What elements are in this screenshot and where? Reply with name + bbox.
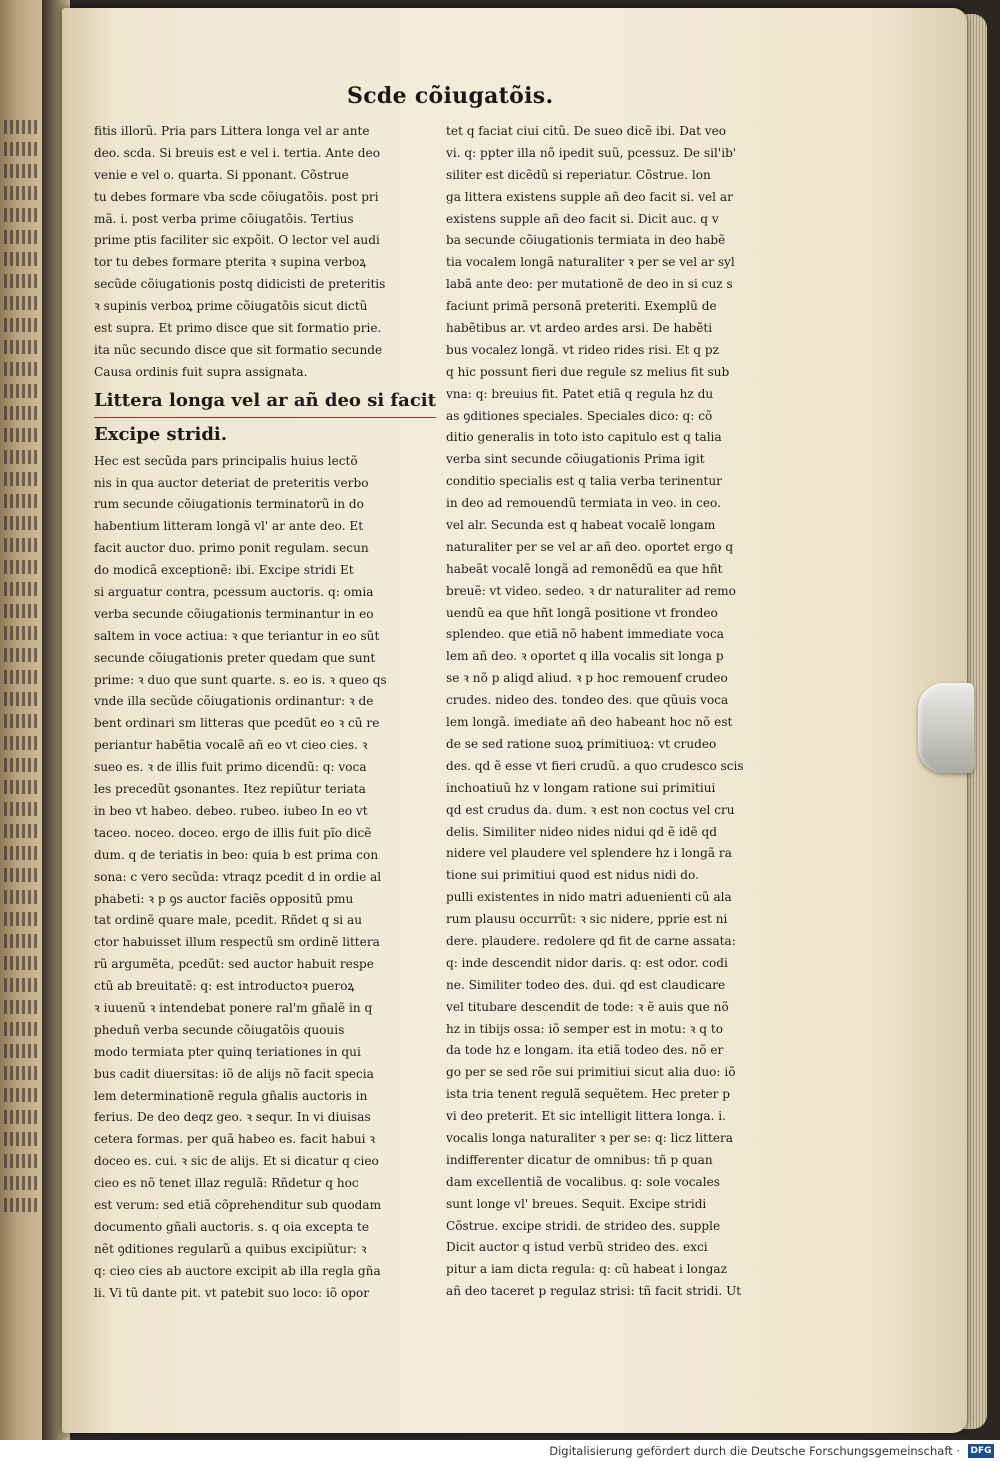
text-line: cetera formas. per quã habeo es. facit habui ꝛ	[94, 1132, 376, 1147]
text-line: modo termiata pter quinq teriationes in qui	[94, 1044, 361, 1059]
text-line: pitur a iam dicta regula: q: cũ habeat i longaz	[446, 1262, 727, 1277]
facing-page-text-trace	[4, 582, 38, 596]
facing-page-text-trace	[4, 1198, 38, 1212]
facing-page-text-trace	[4, 362, 38, 376]
text-line: da tode hz e longam. ita etiã todeo des. nõ er	[446, 1043, 724, 1058]
facing-page-text-trace	[4, 252, 38, 266]
text-line: Causa ordinis fuit supra assignata.	[94, 364, 308, 379]
facing-page-text-trace	[4, 802, 38, 816]
text-line: nidere vel plaudere vel splendere hz i longã ra	[446, 846, 732, 861]
text-line: ditio generalis in toto isto capitulo est q talia	[446, 430, 722, 445]
facing-page-text-trace	[4, 1176, 38, 1190]
text-line: taceo. noceo. doceo. ergo de illis fuit pĩo dicẽ	[94, 825, 372, 840]
text-line: prime: ꝛ duo que sunt quarte. s. eo is. ꝛ queo qs	[94, 672, 387, 687]
facing-page-text-trace	[4, 692, 38, 706]
facing-page-text-trace	[4, 318, 38, 332]
text-line: sona: c vero secũda: vtraqz pcedit d in ordie al	[94, 869, 382, 884]
text-line: dum. q de teriatis in beo: quia b est prima con	[94, 847, 379, 862]
text-line: pheduñ verba secunde cõiugatõis quouis	[94, 1022, 345, 1037]
running-head: Scde cõiugatõis.	[347, 83, 554, 109]
text-line: naturaliter per se vel ar añ deo. oportet ergo q	[446, 539, 734, 554]
facing-page-text-trace	[4, 406, 38, 420]
facing-page-text-trace	[4, 230, 38, 244]
facing-page-text-trace	[4, 1132, 38, 1146]
text-line: ctor habuisset illum respectũ sm ordinẽ littera	[94, 935, 380, 950]
text-line: uendũ ea que hñt longã positione vt frondeo	[446, 605, 718, 620]
text-line: delis. Similiter nideo nides nidui qd ẽ idẽ qd	[446, 824, 718, 839]
text-line: q: cieo cies ab auctore excipit ab illa regla gña	[94, 1263, 381, 1278]
facing-page-text-trace	[4, 164, 38, 178]
text-line: lem longã. imediate añ deo habeant hoc nõ est	[446, 715, 733, 730]
facing-page-text-trace	[4, 1110, 38, 1124]
facing-page-text-trace	[4, 340, 38, 354]
text-line: rũ argumẽta, pcedũt: sed auctor habuit respe	[94, 957, 374, 972]
text-line: sueo es. ꝛ de illis fuit primo dicendũ: q: voca	[94, 760, 367, 775]
text-line: hz in tibijs ossa: iõ semper est in motu: ꝛ q to	[446, 1021, 724, 1036]
text-line: mã. i. post verba prime cõiugatõis. Tertius	[94, 211, 354, 226]
text-line: li. Vi tũ dante pit. vt patebit suo loco: iõ opor	[94, 1285, 370, 1300]
text-line: crudes. nideo des. tondeo des. que qũuis voca	[446, 693, 729, 708]
text-line: qd est crudus da. dum. ꝛ est non coctus vel cru	[446, 802, 735, 817]
text-line: vel alr. Secunda est q habeat vocalẽ longam	[446, 518, 716, 533]
text-line: go per se sed rõe sui primitiui sicut alia duo: iõ	[446, 1065, 736, 1080]
text-line: labã ante deo: per mutationẽ de deo in si cuz s	[446, 277, 733, 292]
facing-page-text-trace	[4, 450, 38, 464]
text-line: de se sed ratione suoꝝ primitiuoꝝ: vt crudeo	[446, 736, 717, 751]
text-line: tia vocalem longã naturaliter ꝛ per se vel ar syl	[446, 255, 735, 270]
facing-page-text-trace	[4, 494, 38, 508]
facing-page-text-trace	[4, 1154, 38, 1168]
text-line: doceo es. cui. ꝛ sic de alijs. Et si dicatur q cieo	[94, 1154, 379, 1169]
facing-page-text-trace	[4, 428, 38, 442]
text-line: est verum: sed etiã cõprehenditur sub quodam	[94, 1197, 382, 1212]
text-line: verba secunde cõiugationis terminantur in eo	[94, 606, 374, 621]
facing-page-text-trace	[4, 1044, 38, 1058]
text-line: cieo es nõ tenet illaz regulã: Rñdetur q hoc	[94, 1176, 359, 1191]
text-line: vi. q: ppter illa nõ ipedit suũ, pcessuz. De sil'ib'	[446, 145, 737, 160]
text-line: sunt longe vl' breues. Sequit. Excipe stridi	[446, 1196, 707, 1211]
text-line: phabeti: ꝛ p ꝯs auctor faciẽs oppositũ pmu	[94, 891, 354, 906]
text-line: nis in qua auctor deteriat de preteritis verbo	[94, 475, 369, 490]
text-line: ne. Similiter todeo des. dui. qd est claudicare	[446, 977, 726, 992]
facing-page-text-trace	[4, 472, 38, 486]
text-line: est supra. Et primo disce que sit formatio prie.	[94, 321, 382, 336]
text-line: des. qd ẽ esse vt fieri crudũ. a quo crudesco scis	[446, 758, 744, 773]
text-line: do modicã exceptionẽ: ibi. Excipe stridi Et	[94, 563, 354, 578]
footer-credit: Digitalisierung gefördert durch die Deutsche Forschungsgemeinschaft ·	[549, 1444, 960, 1458]
text-line: tor tu debes formare pterita ꝛ supina verboꝝ	[94, 255, 367, 270]
text-line: tione sui primitiui quod est nidus nidi do.	[446, 868, 699, 883]
text-line: ꝛ supinis verboꝝ prime cõiugatõis sicut dictũ	[94, 299, 368, 314]
facing-page-text-trace	[4, 1088, 38, 1102]
facing-page-text-trace	[4, 714, 38, 728]
facing-page-text-trace	[4, 868, 38, 882]
text-line: Dicit auctor q istud verbũ strideo des. exci	[446, 1240, 708, 1255]
text-line: siliter est dicẽdũ si reperiatur. Cõstrue. lon	[446, 167, 711, 182]
facing-page-text-trace	[4, 186, 38, 200]
text-line: lem determinationẽ regula gñalis auctoris in	[94, 1088, 368, 1103]
facing-page-text-trace	[4, 1066, 38, 1080]
text-line: fitis illorũ. Pria pars Littera longa vel ar ante	[94, 124, 370, 138]
text-line: periantur habẽtia vocalẽ añ eo vt cieo cies. ꝛ	[94, 738, 368, 753]
text-line: inchoatiuũ hz v longam ratione sui primitiui	[446, 780, 716, 795]
facing-page-text-trace	[4, 780, 38, 794]
text-line: prime ptis faciliter sic expõit. O lector vel audi	[94, 233, 380, 248]
text-line: habentium litteram longã vl' ar ante deo. Et	[94, 519, 364, 534]
facing-page-text-trace	[4, 274, 38, 288]
section-heading: Excipe stridi.	[94, 423, 228, 445]
facing-page-text-trace	[4, 560, 38, 574]
facing-page-text-trace	[4, 956, 38, 970]
facing-page-text-trace	[4, 208, 38, 222]
facing-page-text-trace	[4, 384, 38, 398]
text-line: facit auctor duo. primo ponit regulam. secun	[94, 541, 369, 556]
facing-page-text-trace	[4, 934, 38, 948]
facing-page-text-trace	[4, 978, 38, 992]
text-line: les precedũt ꝯsonantes. Itez repiũtur teriata	[94, 782, 366, 797]
text-line: indifferenter dicatur de omnibus: tñ p quan	[446, 1152, 713, 1167]
text-line: tat ordinẽ quare male, pcedit. Rñdet q si au	[94, 913, 362, 928]
text-line: deo. scda. Si breuis est e vel i. tertia. Ante deo	[94, 145, 380, 160]
text-line: si arguatur contra, pcessum auctoris. q: omia	[94, 585, 374, 600]
text-line: pulli existentes in nido matri aduenienti cũ ala	[446, 890, 732, 905]
facing-page-text-trace	[4, 758, 38, 772]
facing-page-text-trace	[4, 538, 38, 552]
text-line: vocalis longa naturaliter ꝛ per se: q: licz littera	[446, 1130, 734, 1145]
text-line: dam excellentiã de vocalibus. q: sole vocales	[446, 1174, 720, 1189]
text-line: saltem in voce actiua: ꝛ que teriantur in eo sũt	[94, 628, 380, 643]
text-line: nẽt ꝯditiones regularũ a quibus excipiũtur: ꝛ	[94, 1241, 367, 1256]
text-line: ba secunde cõiugationis termiata in deo habẽ	[446, 233, 726, 248]
text-line: tet q faciat ciui citũ. De sueo dicẽ ibi. Dat veo	[446, 124, 727, 138]
text-line: q: inde descendit nidor daris. q: est odor. codi	[446, 955, 728, 970]
text-line: Cõstrue. excipe stridi. de strideo des. supple	[446, 1218, 721, 1233]
facing-page-text-trace	[4, 142, 38, 156]
facing-page-text-trace	[4, 912, 38, 926]
facing-page-text-trace	[4, 296, 38, 310]
facing-page-text-trace	[4, 648, 38, 662]
text-line: tu debes formare vba scde cõiugatõis. post pri	[94, 189, 379, 204]
facing-page-text-trace	[4, 1000, 38, 1014]
text-line: secunde cõiugationis preter quedam que sunt	[94, 650, 376, 665]
text-line: vna: q: breuius fit. Patet etiã q regula hz du	[446, 386, 714, 401]
text-line: secũde cõiugationis postq didicisti de preteritis	[94, 277, 386, 292]
facing-page-text-trace	[4, 824, 38, 838]
text-line: Hec est secũda pars principalis huius lectõ	[94, 453, 358, 468]
text-line: q hic possunt fieri due regule sz melius fit sub	[446, 364, 730, 379]
text-line: bus cadit diuersitas: iõ de alijs nõ facit specia	[94, 1066, 374, 1081]
facing-page-text-trace	[4, 736, 38, 750]
text-line: in deo ad remouendũ termiata in veo. in ceo.	[446, 496, 721, 511]
left-text-column	[94, 121, 436, 1304]
text-line: habeãt vocalẽ longã ad remonẽdũ ea que hñt	[446, 561, 723, 576]
text-line: ꝛ iuuenũ ꝛ intendebat ponere ral'm gñalẽ in q	[94, 1000, 373, 1015]
text-line: faciunt primã personã preteriti. Exemplũ de	[446, 299, 717, 314]
facing-page-text-trace	[4, 120, 38, 134]
text-line: documento gñali auctoris. s. q oia excepta te	[94, 1219, 370, 1234]
text-line: ita nũc secundo disce que sit formatio secunde	[94, 342, 383, 357]
page-clip	[918, 683, 974, 773]
text-line: ista tria tenent regulã sequẽtem. Hec preter p	[446, 1087, 731, 1102]
text-line: existens supple añ deo facit si. Dicit auc. q v	[446, 211, 719, 226]
facing-page-text-trace	[4, 890, 38, 904]
facing-page-text-trace	[4, 1022, 38, 1036]
right-text-column	[446, 121, 788, 1303]
section-heading: Littera longa vel ar añ deo si facit	[94, 384, 436, 418]
text-line: conditio specialis est q talia verba terinentur	[446, 474, 722, 489]
text-line: breuẽ: vt video. sedeo. ꝛ dr naturaliter ad remo	[446, 583, 736, 598]
facing-page-text-trace	[4, 670, 38, 684]
text-line: in beo vt habeo. debeo. rubeo. iubeo In eo vt	[94, 803, 368, 818]
facing-page-text-trace	[4, 846, 38, 860]
text-line: splendeo. que etiã nõ habent immediate voca	[446, 627, 724, 642]
text-line: añ deo taceret p regulaz strisi: tñ facit stridi. Ut	[446, 1284, 742, 1299]
text-line: se ꝛ nõ p aliqd aliud. ꝛ p hoc remouenf crudeo	[446, 671, 728, 686]
text-line: vel titubare descendit de tode: ꝛ ẽ auis que nõ	[446, 999, 729, 1014]
text-line: dere. plaudere. redolere qd fit de carne assata:	[446, 933, 736, 948]
text-line: rum secunde cõiugationis terminatorũ in do	[94, 497, 364, 512]
facing-page-edge	[0, 0, 42, 1440]
text-line: habẽtibus ar. vt ardeo ardes arsi. De habẽti	[446, 321, 713, 336]
text-line: bus vocalez longã. vt rideo rides risi. Et q pz	[446, 342, 719, 357]
text-line: ferius. De deo deqz geo. ꝛ sequr. In vi diuisas	[94, 1110, 371, 1125]
text-line: as ꝯditiones speciales. Speciales dico: q: cõ	[446, 408, 713, 423]
text-line: lem añ deo. ꝛ oportet q illa vocalis sit longa p	[446, 649, 724, 664]
facing-page-text-trace	[4, 516, 38, 530]
text-line: verba sint secunde cõiugationis Prima igit	[446, 452, 705, 467]
text-line: ga littera existens supple añ deo facit si. vel ar	[446, 189, 733, 204]
text-line: rum plausu occurrũt: ꝛ sic nidere, pprie est ni	[446, 912, 728, 927]
text-line: bent ordinari sm litteras que pcedũt eo ꝛ cũ re	[94, 716, 380, 731]
text-line: ctũ ab breuitatẽ: q: est introductoꝛ pueroꝝ	[94, 979, 355, 994]
dfg-logo: DFG	[968, 1444, 994, 1458]
text-line: vi deo preterit. Et sic intelligit littera longa. i.	[446, 1109, 727, 1124]
text-line: vnde illa secũde cõiugationis ordinantur: ꝛ de	[94, 694, 374, 709]
text-line: venie e vel o. quarta. Si pponant. Cõstrue	[94, 167, 349, 182]
facing-page-text-trace	[4, 604, 38, 618]
facing-page-text-trace	[4, 626, 38, 640]
